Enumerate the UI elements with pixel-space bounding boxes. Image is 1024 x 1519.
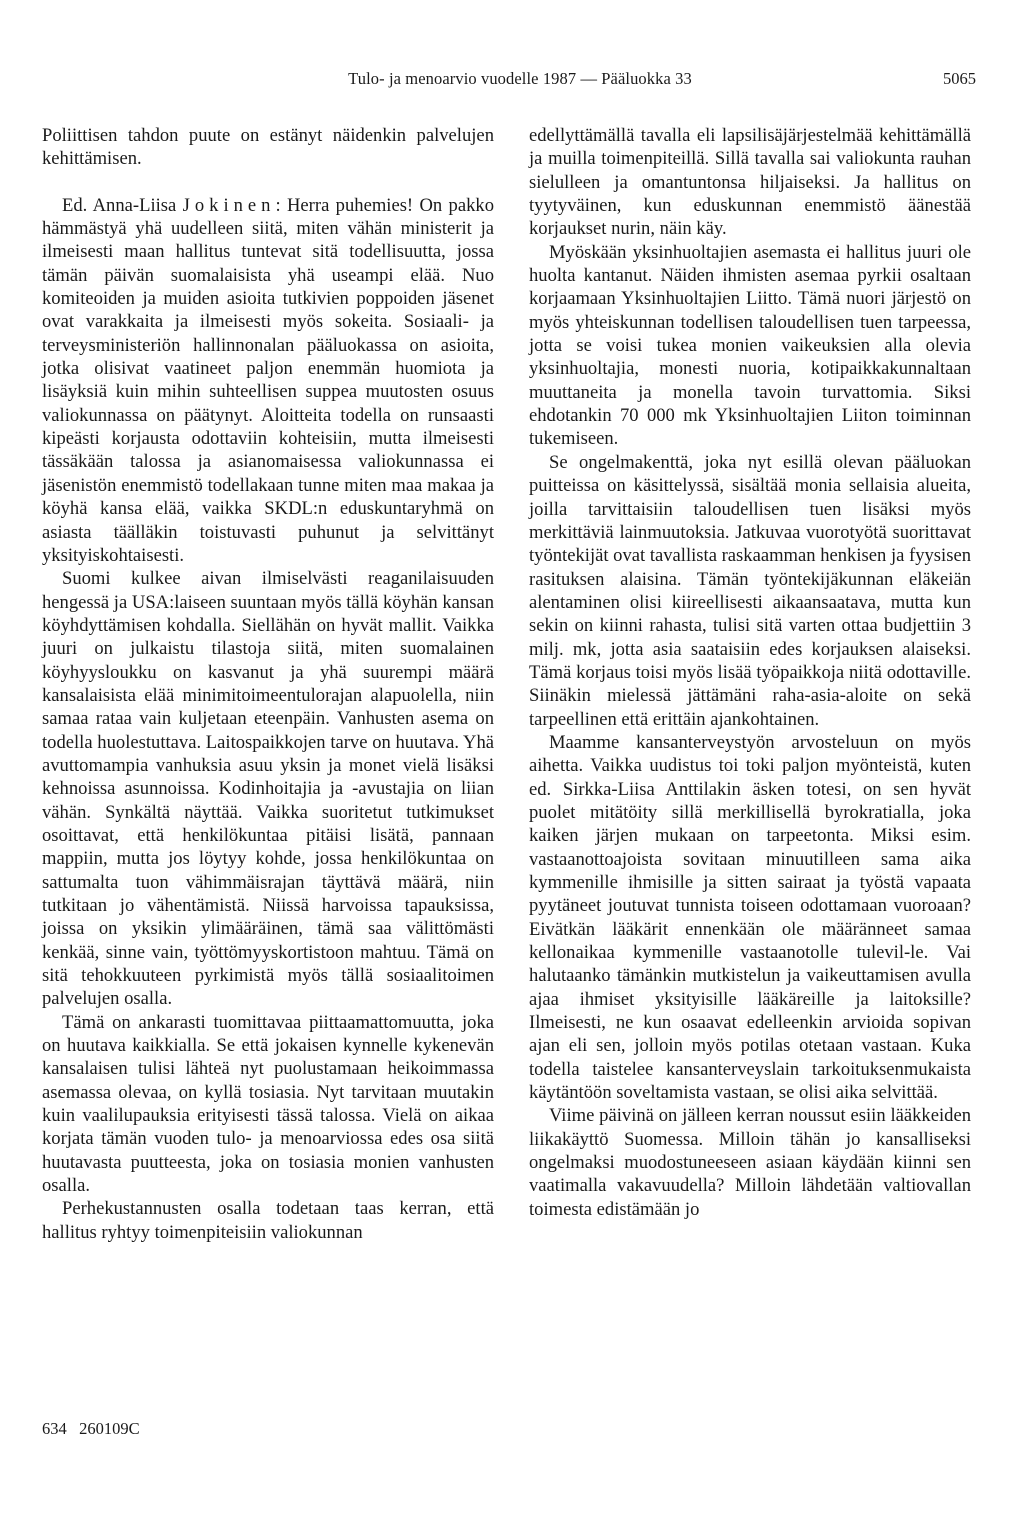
paragraph: Perhekustannusten osalla todetaan taas kerran, että hallitus ryhtyy toimenpiteisiin valiokunnan [42, 1198, 494, 1243]
page-number: 5065 [943, 69, 976, 88]
print-code: 634 260109C [42, 1419, 140, 1438]
paragraph-spacer [42, 171, 494, 194]
paragraph: Viime päivinä on jälleen kerran noussut esiin lääkkeiden liikakäyttö Suomessa. Milloin tähän jo kansalliseksi ongelmaksi muodostuneeseen asiaan käydään kiinni sen vaatimalla vakavuudella? Milloin lähdetään valtiovallan toimesta edistämään jo [529, 1105, 971, 1220]
paragraph: Poliittisen tahdon puute on estänyt näidenkin palvelujen kehittämisen. [42, 125, 494, 170]
paragraph: edellyttämällä tavalla eli lapsilisäjärjestelmää kehittämällä ja muilla toimenpiteillä. Sillä tavalla sai valiokunta rauhan sielulleen ja omantuntonsa hiljaiseksi. Ja hallitus on tyytyväinen, kun eduskunnan enemmistö äänestää korjaukset nurin, näin käy. [529, 125, 971, 240]
speech-text: : Herra puhemies! On pakko hämmästyä yhä uudelleen siitä, miten vähän ministerit ja ilmeisesti maan hallitus tuntevat sitä todellisuutta, jossa tämän päivän suomalaisista yhä useampi elää. Nuo komiteoiden ja muiden asioita tutkivien poppoiden jäsenet ovat varakkaita ja ilmeisesti myös sokeita. Sosiaali- ja terveysministeriön hallinnonalan pääluokassa on asioita, jotka olisivat vaatineet paljon enemmän huomiota ja lisäyksiä kuin mihin suhteellisen suppea muutosten osuus valiokunnassa on päätynyt. Aloitteita todella on runsaasti kipeästi korjausta odottaviin kohteisiin, mutta ilmeisesti tässäkään talossa ja asianomaisessa valiokunnassa ei jäsenistön enemmistö todellakaan tunne miten maa makaa ja köyhä kansa elää, vaikka SKDL:n eduskuntaryhmä on asiasta täälläkin toistuvasti puhunut ja selvittänyt yksityiskohtaisesti. [42, 194, 495, 566]
right-column [529, 124, 971, 1221]
paragraph: Maamme kansanterveystyön arvosteluun on myös aihetta. Vaikka uudistus toi toki paljon myönteistä, kuten ed. Sirkka-Liisa Anttilakin äsken totesi, on sen hyvät puolet mitätöity sillä merkillisellä byrokratialla, joka kaiken järjen mukaan on tarpeetonta. Miksi esim. vastaanottoajoista sovitaan minuutilleen sama aika kymmenille ihmisille ja sitten sairaat ja työstä vapaata pyytäneet joutuvat tunnista toiseen odottamaan vuoroaan? Eivätkän lääkärit ennenkään ole määränneet samaa kellonaikaa kymmenille vastaanotolle tulevil-le. Vai halutaanko tämänkin mutkistelun ja vaikeuttamisen avulla ajaa ihmiset yksityisille lääkäreille ja laitoksille? Ilmeisesti, ne kun osaavat edelleenkin arvioida sopivan ajan eli sen, jolloin myös potilas otetaan vastaan. Kuka todella taistelee kansanterveyslain tarkoituksenmukaista käytäntöön soveltamista vastaan, se olisi aika selvittää. [529, 731, 971, 1104]
speaker-prefix: Ed. Anna-Liisa [62, 194, 183, 216]
left-column [42, 124, 494, 1244]
paragraph: Tämä on ankarasti tuomittavaa piittaamattomuutta, joka on huutava kaikkialla. Se että jokaisen kynnelle kykenevän kansalaisen tulisi lähteä nyt puolustamaan heikoimmassa asemassa olevaa, on kyllä tosiasia. Nyt tarvitaan muutakin kuin vaalilupauksia erityisesti tässä talossa. Vielä on aikaa korjata tämän vuoden tulo- ja menoarviossa edes osa siitä huutavasta puutteesta, joka on tosiasia monien vanhusten osalla. [42, 1011, 494, 1197]
paragraph: Myöskään yksinhuoltajien asemasta ei hallitus juuri ole huolta kantanut. Näiden ihmisten asemaa pyrkii osaltaan korjaamaan Yksinhuoltajien Liitto. Tämä nuori järjestö on myös yhteiskunnan todellisen taloudellisen tuen tarpeessa, jotta se voisi tukea monien vaikeuksien alla olevia yksinhuoltajia, monesti nuoria, kotipaikkakunnaltaan muuttaneita ja monella tavoin turvattomia. Siksi ehdotankin 70 000 mk Yksinhuoltajien Liiton toiminnan tukemiseen. [529, 241, 971, 450]
running-title: Tulo- ja menoarvio vuodelle 1987 — Pääluokka 33 [348, 69, 692, 88]
paragraph: Suomi kulkee aivan ilmiselvästi reaganilaisuuden hengessä ja USA:laiseen suuntaan myös tällä köyhän kansan köyhdyttämisen kohdalla. Siellähän on hyvät mallit. Vaikka juuri on julkaistu tilastoja siitä, miten suomalainen köyhyysloukku on kasvanut ja yhä suurempi määrä kansalaisista elää minimitoimeentulorajan alapuolella, niin samaa rataa vain kuljetaan eteenpäin. Vanhusten asema on todella huolestuttava. Laitospaikkojen tarve on huutava. Yhä avuttomampia vanhuksia asuu yksin ja monet vielä lisäksi kehnoissa asunnoissa. Kodinhoitajia ja -avustajia on liian vähän. Synkältä näyttää. Vaikka suoritetut tutkimukset osoittavat, että henkilökuntaa pitäisi lisätä, pannaan mappiin, mutta jos löytyy kohde, jossa henkilökuntaa on sattumalta tuon vähimmäisrajan täyttävä määrä, niin tutkitaan jo vähentämistä. Niissä harvoissa tapauksissa, joissa on yksikin ylimääräinen, tämä saa välittömästi kenkää, sinne vain, työttömyyskortistoon mahtuu. Tämä on sitä tehokkuuteen pyrkimistä myös tällä sosiaalitoimen palvelujen osalla. [42, 568, 494, 1010]
speaker-paragraph [42, 194, 494, 568]
paragraph: Se ongelmakenttä, joka nyt esillä olevan pääluokan puitteissa on käsittelyssä, sisältää monia sellaisia alueita, joilla tarvittaisiin taloudellisen tuen lisäksi myös merkittäviä lainmuutoksia. Jatkuvaa vuorotyötä suorittavat työntekijät ovat tavallista raskaamman henkisen ja fyysisen rasituksen alaisina. Tämän työntekijäkunnan eläkeiän alentaminen olisi kiireellisesti aikaansaatava, mutta kun sekin on kiinni rahasta, tulisi sitä varten ottaa budjettiin 3 milj. mk, jotta asia saataisiin edes korjauksen alaiseksi. Tämä korjaus toisi myös lisää työpaikkoja niitä odottaville. Siinäkin mielessä jättämäni raha-asia-aloite on sekä tarpeellinen että erittäin ajankohtainen. [529, 451, 971, 730]
speaker-name: Jokinen [182, 194, 276, 216]
